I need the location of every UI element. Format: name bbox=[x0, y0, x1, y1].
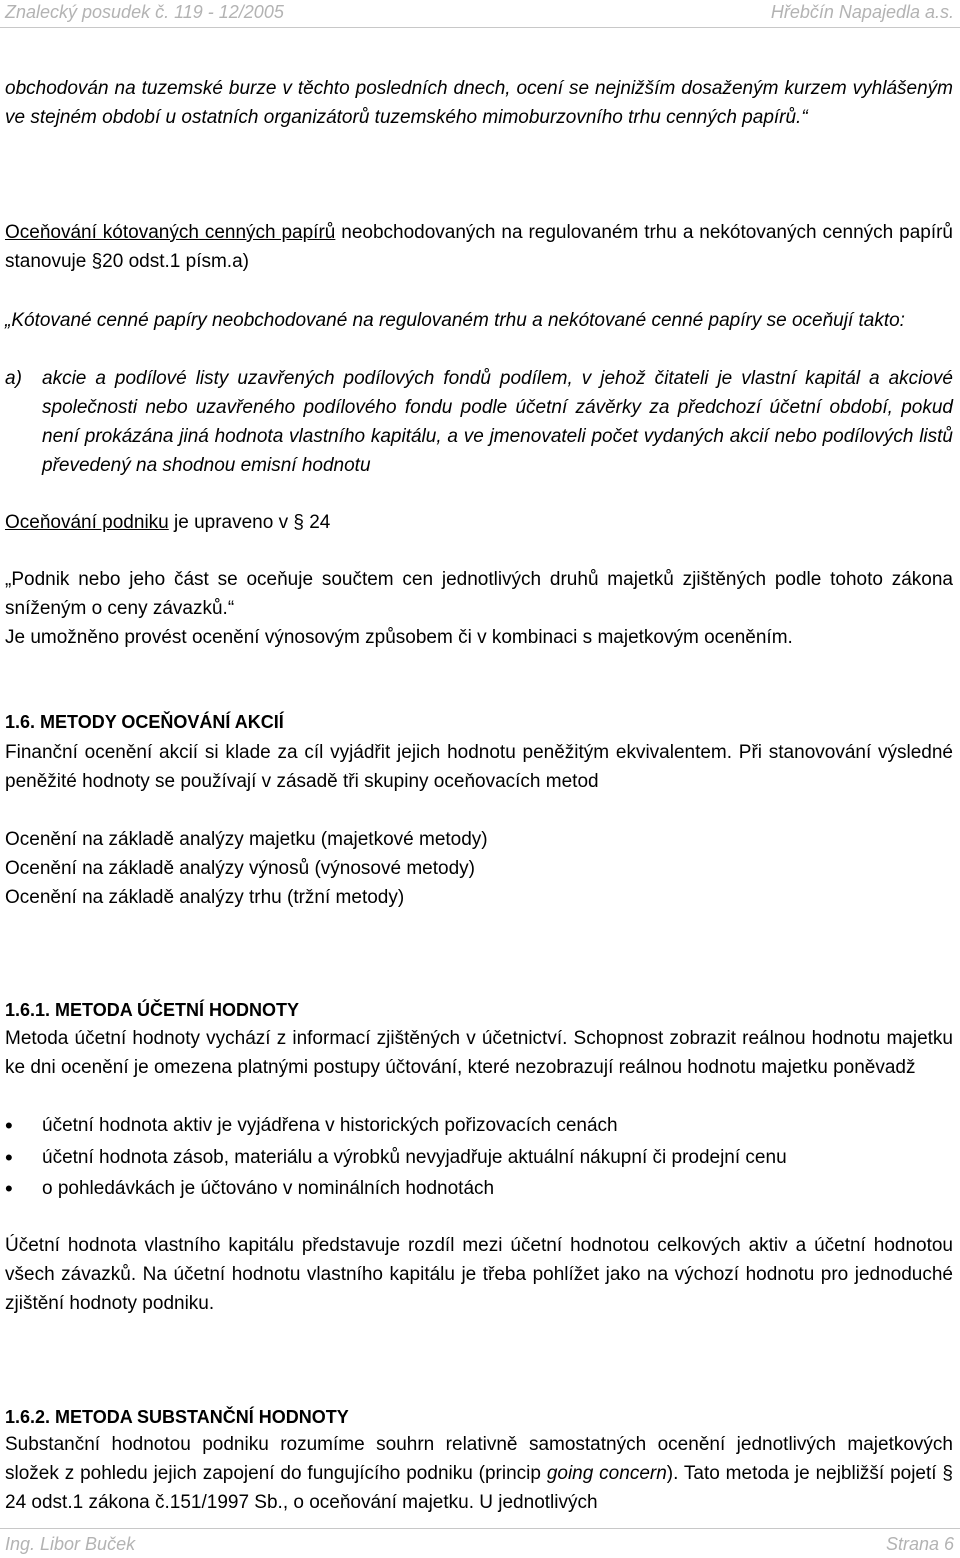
bullet-icon: • bbox=[5, 1176, 13, 1201]
section-heading-1-6-2: 1.6.2. METODA SUBSTANČNÍ HODNOTY bbox=[5, 1407, 349, 1427]
page-footer bbox=[5, 1534, 954, 1556]
header-company-name: Hřebčín Napajedla a.s. bbox=[770, 2, 954, 22]
method-income: Ocenění na základě analýzy výnosů (výnosové metody) bbox=[5, 858, 475, 879]
paragraph-business-valuation-text: je upraveno v § 24 bbox=[168, 512, 331, 533]
paragraph-securities-valuation-text: neobchodovaných na regulovaném trhu a nekótovaných cenných papírů stanovuje §20 odst.1 písm.a) bbox=[5, 222, 953, 272]
section-heading-1-6-1: 1.6.1. METODA ÚČETNÍ HODNOTY bbox=[5, 1000, 300, 1020]
paragraph-financial-valuation: Finanční ocenění akcií si klade za cíl vyjádřit jejich hodnotu peněžitým ekvivalentem. Při stanovování výsledné peněžité hodnoty se používají v zásadě tři skupiny oceňovacích metod bbox=[5, 742, 953, 792]
paragraph-business-valuation bbox=[5, 508, 953, 537]
paragraph-business-quote: „Podnik nebo jeho část se oceňuje součtem cen jednotlivých druhů majetků zjištěných podle tohoto zákona sníženým o ceny závazků.“ bbox=[5, 569, 953, 619]
header-divider bbox=[0, 27, 960, 28]
link-business-valuation: Oceňování podniku bbox=[5, 512, 169, 533]
section-heading-1-6: 1.6. METODY OCEŇOVÁNÍ AKCIÍ bbox=[5, 712, 284, 732]
bullet-icon: • bbox=[5, 1113, 13, 1138]
bullet-icon: • bbox=[5, 1145, 13, 1170]
link-securities-valuation: Oceňování kótovaných cenných papírů bbox=[5, 222, 336, 243]
header-document-number: Znalecký posudek č. 119 - 12/2005 bbox=[5, 2, 284, 22]
footer-divider bbox=[0, 1528, 960, 1529]
bullet-item: účetní hodnota zásob, materiálu a výrobků nevyjadřuje aktuální nákupní či prodejní cenu bbox=[42, 1147, 787, 1168]
bullet-item: o pohledávkách je účtováno v nominálních hodnotách bbox=[42, 1178, 495, 1199]
footer-page-number: Strana 6 bbox=[885, 1534, 954, 1554]
paragraph-equity-book-value: Účetní hodnota vlastního kapitálu představuje rozdíl mezi účetní hodnotou celkových aktiv a účetní hodnotou všech závazků. Na účetní hodnotu vlastního kapitálu je třeba pohlížet jako na výchozí hodnotu pro jednoduché zjištění hodnoty podniku. bbox=[5, 1235, 953, 1314]
bullet-item: účetní hodnota aktiv je vyjádřena v historických pořizovacích cenách bbox=[42, 1115, 618, 1136]
method-market: Ocenění na základě analýzy trhu (tržní metody) bbox=[5, 887, 405, 908]
page-header bbox=[5, 2, 954, 24]
paragraph-substance-value-text-b: ). Tato metoda je nejbližší pojetí § 24 odst.1 zákona č.151/1997 Sb., o oceňování majetku. U jednotlivých bbox=[5, 1463, 953, 1513]
paragraph-substance-value bbox=[5, 1430, 953, 1517]
paragraph-law-quote: „Kótované cenné papíry neobchodované na regulovaném trhu a nekótované cenné papíry se oceňují takto: bbox=[5, 310, 905, 331]
list-label-a: a) bbox=[5, 368, 22, 389]
footer-author: Ing. Libor Buček bbox=[5, 1534, 136, 1554]
paragraph-book-value-method: Metoda účetní hodnoty vychází z informací zjištěných v účetnictví. Schopnost zobrazit reálnou hodnotu majetku ke dni ocenění je omezena platnými postupy účtování, které nezobrazují reálnou hodnotu majetku poněvadž bbox=[5, 1028, 953, 1078]
paragraph-substance-value-text-a: Substanční hodnotou podniku rozumíme souhrn relativně samostatných ocenění jednotlivých majetkových složek z pohledu jejich zapojení do fungujícího podniku (princip bbox=[5, 1434, 953, 1484]
paragraph-income-method: Je umožněno provést ocenění výnosovým způsobem či v kombinaci s majetkovým oceněním. bbox=[5, 627, 793, 648]
method-asset: Ocenění na základě analýzy majetku (majetkové metody) bbox=[5, 829, 488, 850]
going-concern-term: going concern bbox=[546, 1463, 667, 1484]
list-item-a: akcie a podílové listy uzavřených podílových fondů podílem, v jehož čitateli je vlastní kapitál a akciové společnosti nebo uzavřeného podílového fondu podle účetní závěrky za předchozí účetní období, pokud není prokázána jiná hodnota vlastního kapitálu, a ve jmenovateli počet vydaných akcií nebo podílových listů převedený na shodnou emisní hodnotu bbox=[42, 368, 953, 476]
paragraph-securities-valuation bbox=[5, 218, 953, 276]
paragraph-quote-end: obchodován na tuzemské burze v těchto posledních dnech, ocení se nejnižším dosaženým kurzem vyhlášeným ve stejném období u ostatních organizátorů tuzemského mimoburzovního trhu cenných papírů.“ bbox=[5, 78, 953, 128]
